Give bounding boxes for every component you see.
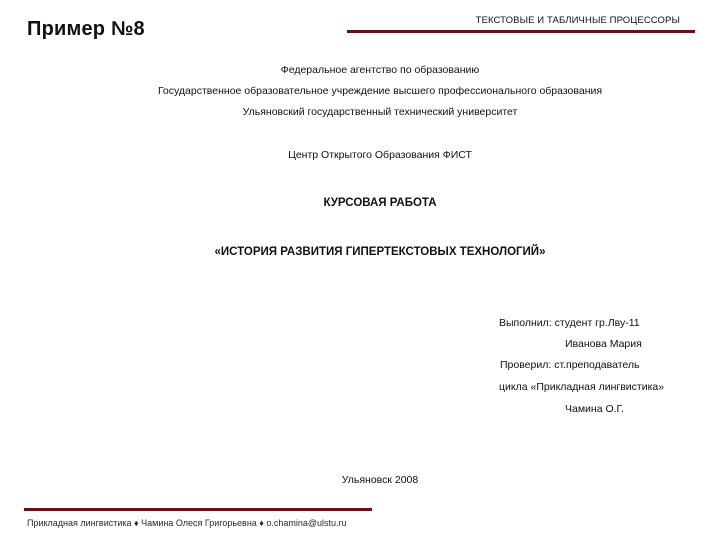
- work-title-heading: «ИСТОРИЯ РАЗВИТИЯ ГИПЕРТЕКСТОВЫХ ТЕХНОЛОГИЙ»: [214, 246, 546, 258]
- teacher-name: Чамина О.Г.: [565, 403, 624, 415]
- work-type-heading: КУРСОВАЯ РАБОТА: [323, 197, 437, 209]
- footer-text: Прикладная лингвистика ♦ Чамина Олеся Григорьевна ♦ o.chamina@ulstu.ru: [27, 518, 347, 528]
- agency-line: Федеральное агентство по образованию: [280, 64, 480, 76]
- checked-by-line: Проверил: ст.преподаватель: [500, 359, 640, 371]
- city-year-line: Ульяновск 2008: [341, 474, 419, 486]
- performed-by-line: Выполнил: студент гр.Лву-11: [499, 317, 640, 329]
- section-header: ТЕКСТОВЫЕ И ТАБЛИЧНЫЕ ПРОЦЕССОРЫ: [475, 15, 680, 26]
- center-line: Центр Открытого Образования ФИСТ: [288, 149, 472, 161]
- department-line: цикла «Прикладная лингвистика»: [499, 381, 665, 393]
- bottom-divider: [24, 508, 372, 511]
- university-line: Ульяновский государственный технический университет: [242, 106, 518, 118]
- top-divider: [347, 30, 695, 33]
- slide-title: Пример №8: [27, 18, 145, 40]
- student-name: Иванова Мария: [565, 338, 642, 350]
- institution-type-line: Государственное образовательное учреждение высшего профессионального образования: [157, 85, 603, 97]
